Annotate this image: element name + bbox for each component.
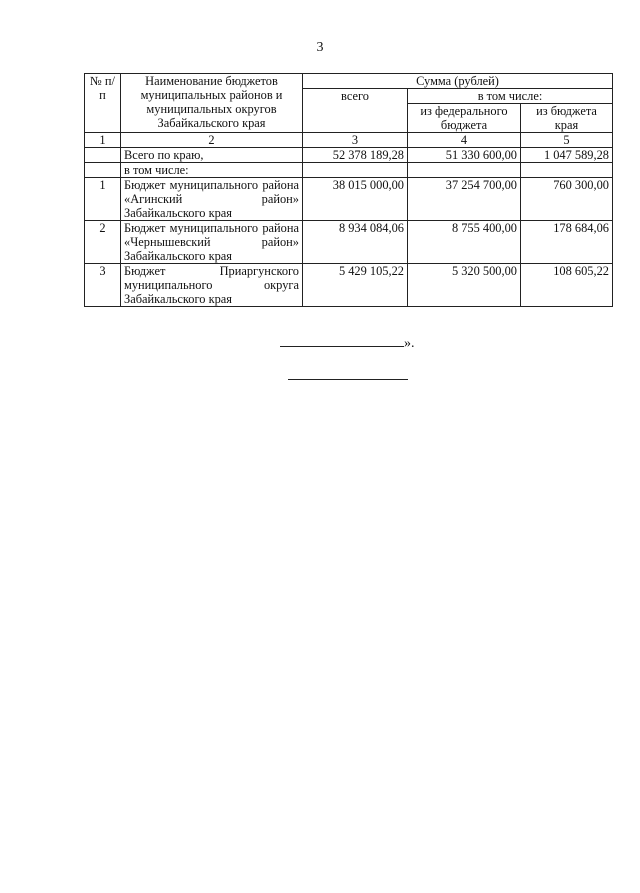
total-num-cell [85, 148, 121, 163]
row-name: Бюджет Приаргунского муниципального округа Забайкальского края [121, 264, 303, 307]
budget-allocation-table [84, 73, 613, 307]
total-sum: 52 378 189,28 [303, 148, 408, 163]
blank-underline [280, 334, 404, 347]
header-name: Наименование бюджетов муниципальных районов и муниципальных округов Забайкальского края [121, 74, 303, 133]
row-regional: 760 300,00 [521, 178, 613, 221]
row-regional: 108 605,22 [521, 264, 613, 307]
column-number: 3 [303, 133, 408, 148]
including-num-cell [85, 163, 121, 178]
including-empty-cell [408, 163, 521, 178]
column-number: 2 [121, 133, 303, 148]
table-row [85, 264, 613, 307]
header-federal: из федерального бюджета [408, 104, 521, 133]
row-federal: 8 755 400,00 [408, 221, 521, 264]
column-number: 1 [85, 133, 121, 148]
row-total: 8 934 084,06 [303, 221, 408, 264]
including-empty-cell [303, 163, 408, 178]
header-regional: из бюджета края [521, 104, 613, 133]
row-federal: 37 254 700,00 [408, 178, 521, 221]
row-num: 1 [85, 178, 121, 221]
table-header-row-1 [85, 74, 613, 89]
row-name: Бюджет муниципального района «Чернышевский район» Забайкальского края [121, 221, 303, 264]
row-regional: 178 684,06 [521, 221, 613, 264]
row-federal: 5 320 500,00 [408, 264, 521, 307]
total-label: Всего по краю, [121, 148, 303, 163]
final-separator-line [288, 379, 408, 380]
including-label: в том числе: [121, 163, 303, 178]
table-row [85, 178, 613, 221]
table-row [85, 221, 613, 264]
including-empty-cell [521, 163, 613, 178]
row-total: 38 015 000,00 [303, 178, 408, 221]
closing-quote-line [280, 334, 415, 353]
total-row [85, 148, 613, 163]
column-numbers-row [85, 133, 613, 148]
column-number: 5 [521, 133, 613, 148]
row-num: 2 [85, 221, 121, 264]
total-regional: 1 047 589,28 [521, 148, 613, 163]
header-sum: Сумма (рублей) [303, 74, 613, 89]
header-num: № п/п [85, 74, 121, 133]
row-num: 3 [85, 264, 121, 307]
including-row [85, 163, 613, 178]
total-federal: 51 330 600,00 [408, 148, 521, 163]
row-name: Бюджет муниципального района «Агинский район» Забайкальского края [121, 178, 303, 221]
column-number: 4 [408, 133, 521, 148]
header-including: в том числе: [408, 89, 613, 104]
row-total: 5 429 105,22 [303, 264, 408, 307]
closing-quote-mark: ». [404, 336, 415, 351]
page-number: 3 [316, 40, 324, 55]
header-total: всего [303, 89, 408, 133]
